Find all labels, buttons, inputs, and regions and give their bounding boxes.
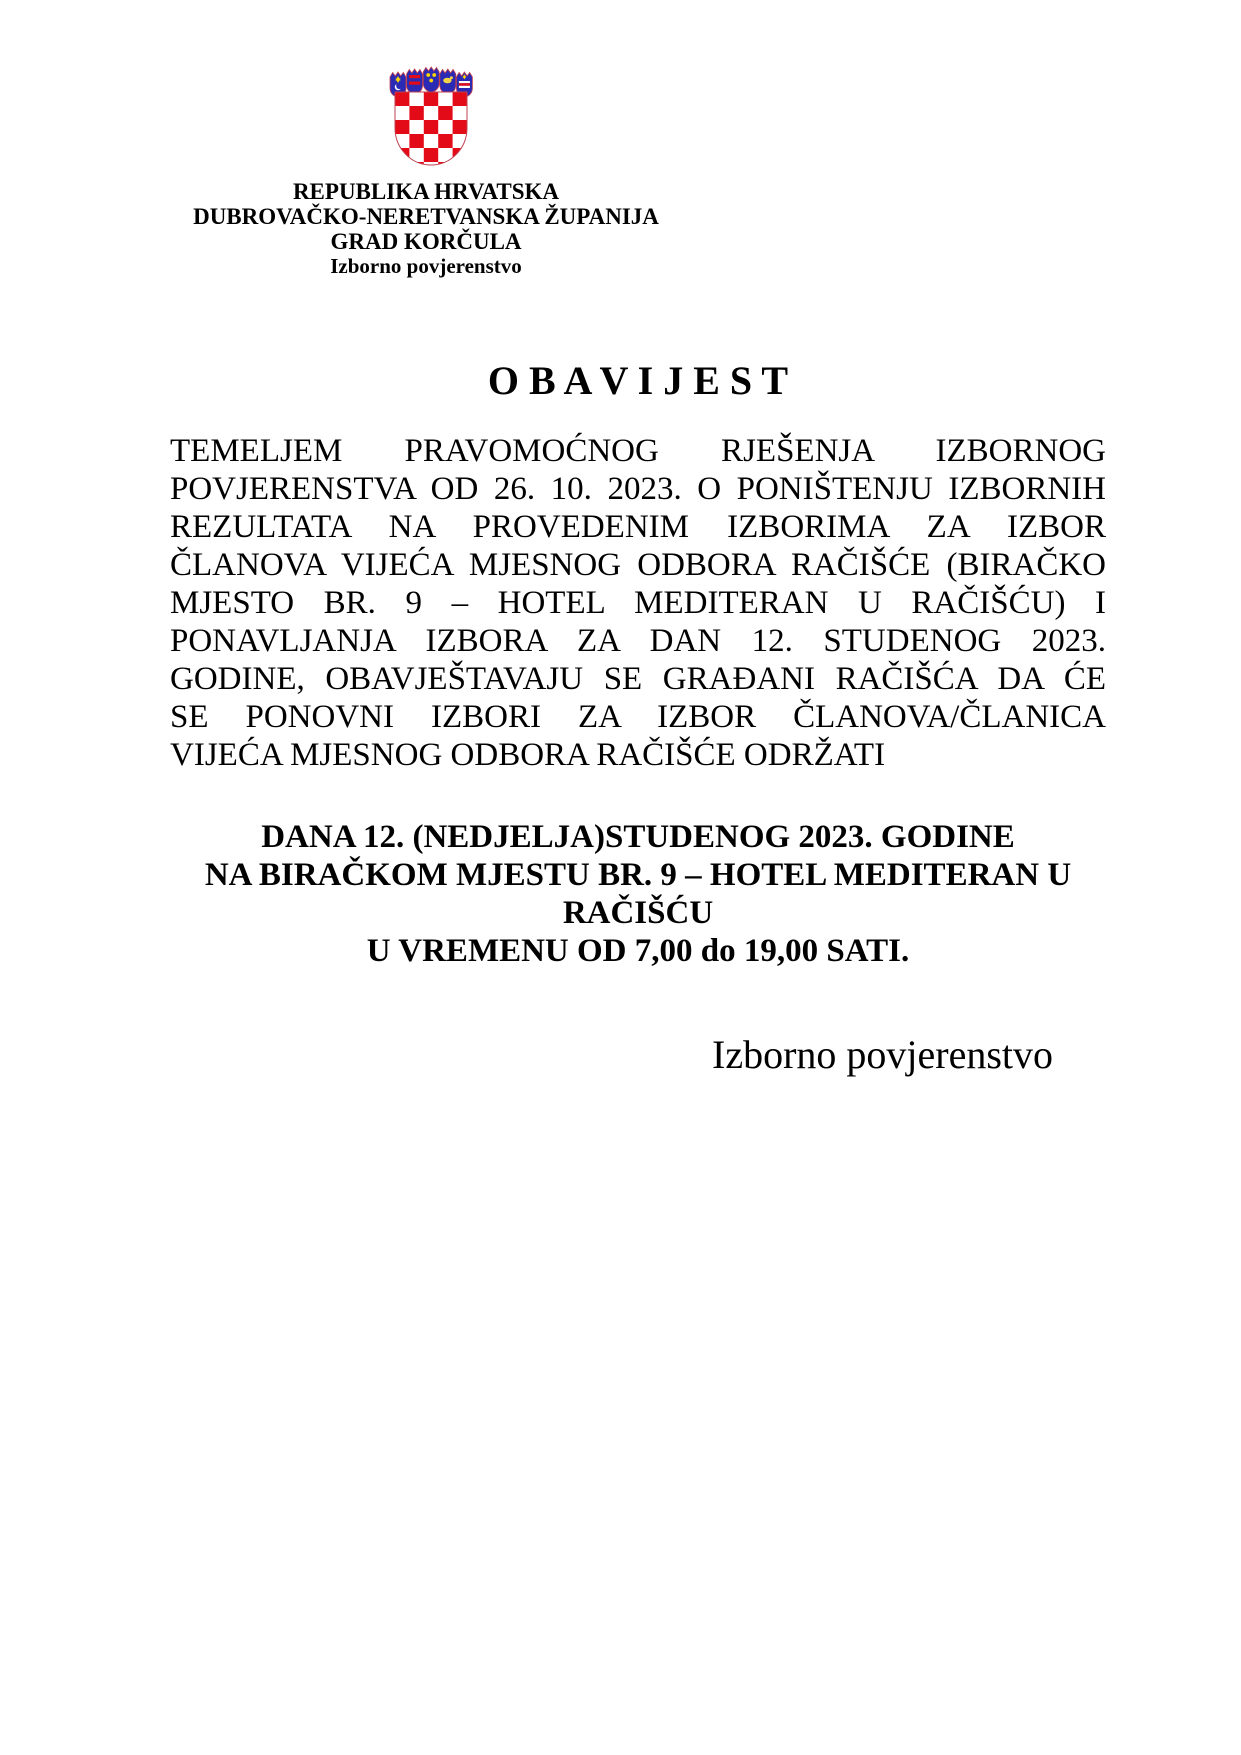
polling-place-line: NA BIRAČKOM MJESTU BR. 9 – HOTEL MEDITERAN U: [204, 857, 1072, 893]
body-line: ČLANOVA VIJEĆA MJESNOG ODBORA RAČIŠĆE (BIRAČKO: [170, 547, 1106, 583]
letterhead: [168, 66, 684, 279]
letterhead-city: GRAD KORČULA: [330, 229, 522, 254]
letterhead-county: DUBROVAČKO-NERETVANSKA ŽUPANIJA: [193, 204, 659, 229]
body-line: VIJEĆA MJESNOG ODBORA RAČIŠĆE ODRŽATI: [170, 737, 886, 773]
letterhead-text: [168, 179, 684, 279]
polling-hours-line: U VREMENU OD 7,00 do 19,00 SATI.: [366, 933, 910, 969]
body-line: GODINE, OBAVJEŠTAVAJU SE GRAĐANI RAČIŠĆA DA ĆE: [170, 661, 1106, 697]
letterhead-committee: Izborno povjerenstvo: [330, 254, 522, 278]
coat-checkerboard-shield: [395, 92, 467, 165]
body-line: MJESTO BR. 9 – HOTEL MEDITERAN U RAČIŠĆU) I: [170, 585, 1106, 621]
election-date-line: DANA 12. (NEDJELJA)STUDENOG 2023. GODINE: [261, 819, 1015, 855]
notice-body: [170, 432, 1106, 774]
body-line: SE PONOVNI IZBORI ZA IZBOR ČLANOVA/ČLANICA: [170, 699, 1106, 735]
polling-place-line-2: RAČIŠĆU: [562, 895, 714, 931]
body-line: PONAVLJANJA IZBORA ZA DAN 12. STUDENOG 2023.: [170, 623, 1106, 659]
body-line: TEMELJEM PRAVOMOĆNOG RJEŠENJA IZBORNOG: [170, 433, 1106, 469]
body-line: POVJERENSTVA OD 26. 10. 2023. O PONIŠTENJU IZBORNIH: [170, 471, 1106, 507]
notice-title: O B A V I J E S T: [487, 358, 789, 403]
letterhead-country: REPUBLIKA HRVATSKA: [292, 179, 560, 204]
election-details-block: [170, 818, 1106, 970]
signature: Izborno povjerenstvo: [712, 1032, 1054, 1077]
croatia-coat-of-arms: [389, 66, 473, 166]
body-line: REZULTATA NA PROVEDENIM IZBORIMA ZA IZBOR: [170, 509, 1106, 545]
